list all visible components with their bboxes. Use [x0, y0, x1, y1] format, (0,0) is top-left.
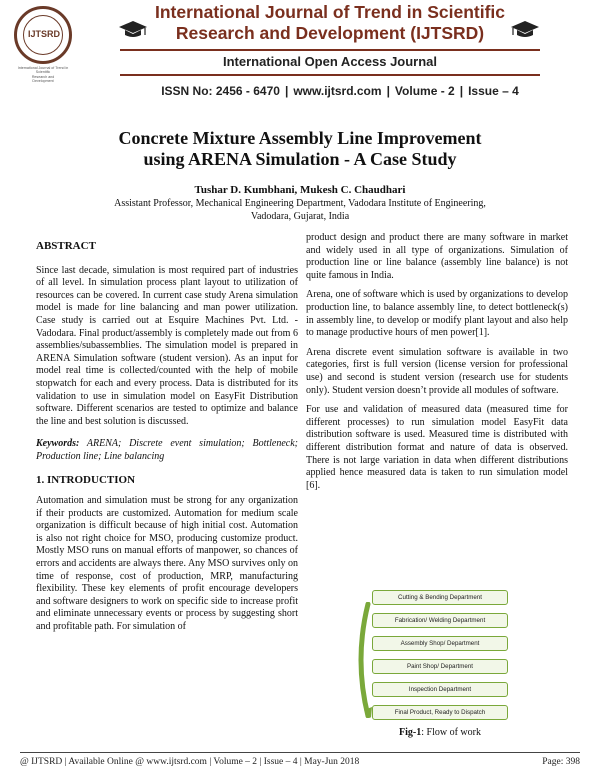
issn: ISSN No: 2456 - 6470: [161, 84, 280, 98]
page-number: Page: 398: [542, 757, 580, 767]
journal-header: [0, 0, 600, 112]
paragraph: Arena, one of software which is used by organizations to develop production line, to balance assembly line, to detect bottleneck(s) in assembly line, to develop or modify plant layout and also help to manage productive hours of men power[1].: [306, 289, 568, 339]
abstract-heading: ABSTRACT: [36, 240, 96, 252]
paper-title: Concrete Mixture Assembly Line Improvement using ARENA Simulation - A Case Study: [118, 128, 482, 169]
logo-text: IJTSRD: [27, 29, 60, 39]
issue: Issue – 4: [468, 84, 519, 98]
volume: Volume - 2: [394, 84, 455, 98]
flow-of-work-figure: [350, 584, 530, 724]
right-column: [306, 232, 568, 499]
paragraph: Arena discrete event simulation software is available in two categories, first is full version (license version for professional use) and second is student version (research use for students only). Student version doesn’t provide all modules of software.: [306, 346, 568, 396]
header-divider: [120, 49, 540, 51]
introduction-text: Automation and simulation must be strong for any organization if their products are customized. Automation for medium scale organization is difficult because of high initial cost. Automation is also not right choice for MSO, producing customize product. Mostly MSO runs on manual efforts of manpower, so chances of errors and accidents are always there. Any MSO survives only on time of response, cost of production, MRP, manufacturing flexibility. These key elements of profit encourage developers and software designers to work on specific side to increase profit and eliminate unnecessary events or process by suggesting short and profitable path. For simulation of: [36, 495, 298, 633]
abstract-text: Since last decade, simulation is most required part of industries of all level. In simulation process plant layout to utilization of resources can be covered. In current case study Arena simulation model is made for line balancing and man power utilization. Case study is carried out at Esquire Machines Pvt. Ltd. - Vadodara. Final product/assembly is completely made out from 6 assemblies/subassemblies. The simulation model is prepared in ARENA Simulation software (student version). As an input for model real time is collected/counted with the help of mobile stopwatch for each and every process. Data is distributed for its validation to use in simulation model on EasyFit Distribution software. Different scenarios are tested to optimize and balance the line and best solution is discussed.: [36, 264, 298, 427]
journal-title: International Journal of Trend in Scientific Research and Development (IJTSRD): [154, 2, 506, 43]
left-column: [36, 240, 298, 641]
flow-box: Fabrication/ Welding Department: [372, 613, 508, 628]
keywords: [36, 438, 298, 463]
page-footer: [20, 757, 580, 767]
affiliation: Assistant Professor, Mechanical Engineering Department, Vadodara Institute of Engineering, Vadodara, Gujarat, India: [114, 198, 486, 222]
open-access-label: International Open Access Journal: [222, 54, 438, 69]
journal-website-link[interactable]: www.ijtsrd.com: [293, 84, 382, 98]
figure-caption: Fig-1: Flow of work: [399, 727, 481, 738]
flow-box: Assembly Shop/ Department: [372, 636, 508, 651]
authors: Tushar D. Kumbhani, Mukesh C. Chaudhari: [194, 184, 406, 196]
journal-logo: [14, 6, 72, 64]
issn-line: ISSN No: 2456 - 6470 | www.ijtsrd.com | Volume - 2 | Issue – 4: [161, 84, 519, 98]
graduation-cap-icon: [118, 20, 148, 40]
paragraph: For use and validation of measured data (measured time for different processes) to run simulation model EasyFit data distribution software is used. Measured time is distributed with different distribution format and nature of data is observed. There is not large variation in data when different distributions applied hence measured data is taken to run simulation model [6].: [306, 404, 568, 491]
footer-divider: [20, 752, 580, 753]
flow-box: Cutting & Bending Department: [372, 590, 508, 605]
keywords-label: Keywords:: [36, 438, 80, 450]
header-divider: [120, 74, 540, 76]
logo-ring: [23, 15, 63, 55]
flow-box: Final Product, Ready to Dispatch: [372, 705, 508, 720]
keywords-text: ARENA; Discrete event simulation; Bottleneck; Production line; Line balancing: [36, 438, 298, 462]
logo-caption: International Journal of Trend in Scientific Research and Development: [17, 66, 69, 83]
flow-box: Inspection Department: [372, 682, 508, 697]
flow-box: Paint Shop/ Department: [372, 659, 508, 674]
introduction-heading: 1. INTRODUCTION: [36, 473, 136, 486]
paragraph: product design and product there are many software in market and widely used in all type of organizations. Simulation of production line or line balance (assembly line balance) is not quite famous in India.: [306, 232, 568, 281]
graduation-cap-icon: [510, 20, 540, 40]
footer-text: @ IJTSRD | Available Online @ www.ijtsrd.com | Volume – 2 | Issue – 4 | May-Jun 2018: [20, 757, 360, 767]
flow-arrow-icon: [352, 602, 372, 718]
